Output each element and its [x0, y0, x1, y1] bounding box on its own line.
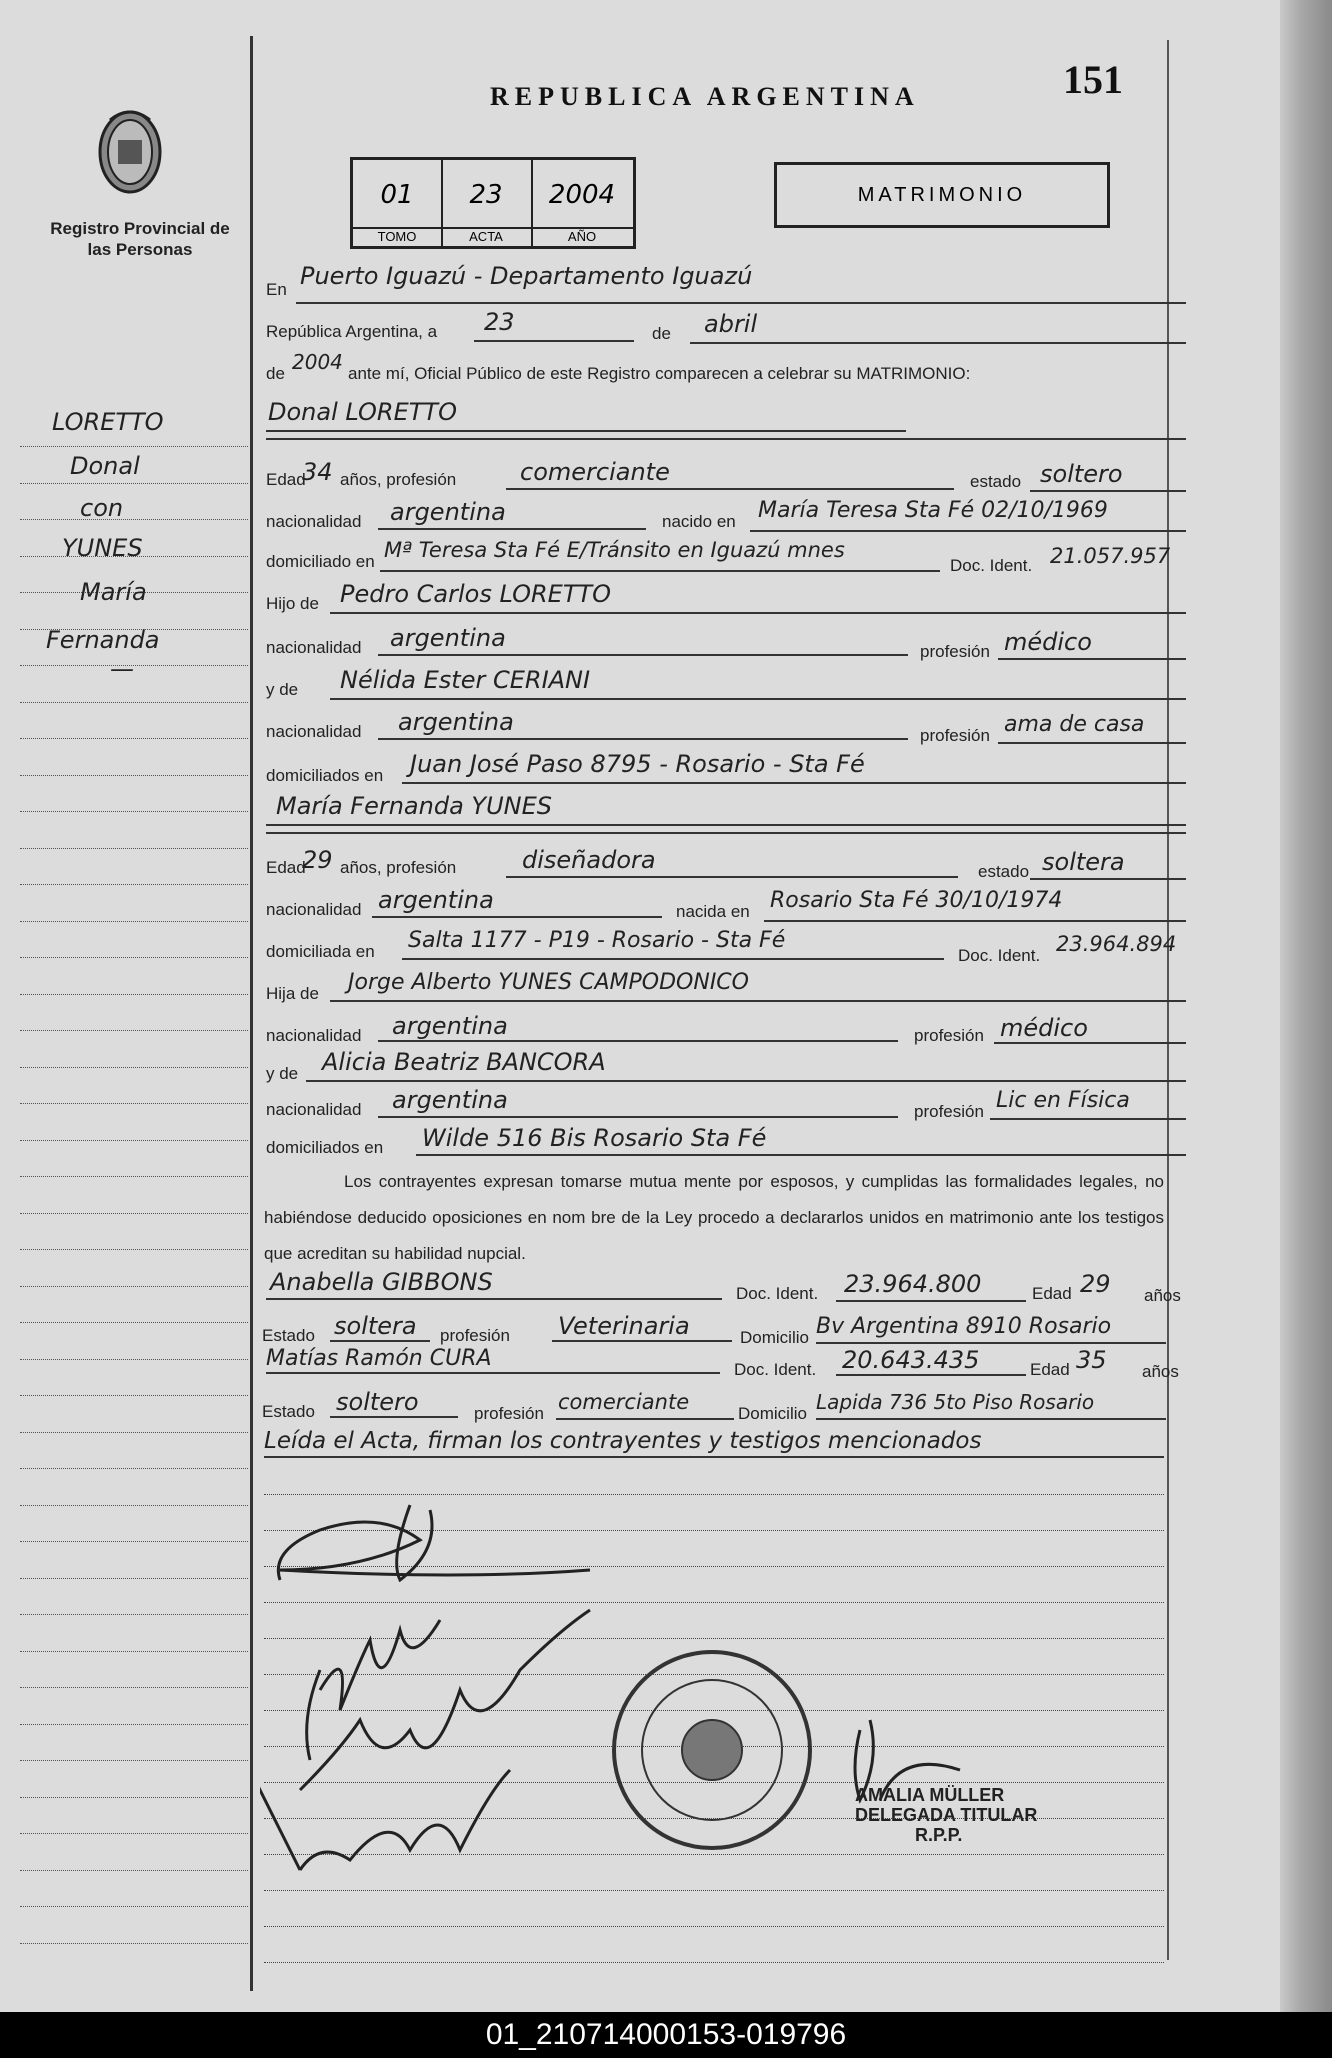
bride-profession: diseñadora	[522, 846, 656, 874]
domicilio-label: Domicilio	[740, 1328, 809, 1347]
margin-rule	[20, 1213, 248, 1214]
margin-rule	[20, 1943, 248, 1944]
margin-rule	[20, 1614, 248, 1615]
field-line	[998, 658, 1186, 660]
signature-rule	[264, 1926, 1164, 1927]
field-line	[416, 1154, 1186, 1156]
hija-label: Hija de	[266, 984, 319, 1003]
margin-rule	[20, 921, 248, 922]
place-value: Puerto Iguazú - Departamento Iguazú	[300, 262, 753, 290]
bride-nationality: argentina	[378, 886, 494, 914]
witness1-doc: 23.964.800	[844, 1270, 982, 1298]
field-line	[380, 570, 940, 572]
anos-label: años	[1144, 1286, 1181, 1305]
margin-rule	[20, 1505, 248, 1506]
bride-parents-domicile: Wilde 516 Bis Rosario Sta Fé	[422, 1124, 767, 1152]
field-line	[378, 1116, 898, 1118]
footer-code: 01_210714000153-019796	[0, 2012, 1332, 2058]
margin-rule	[20, 1833, 248, 1834]
anos-label: años	[1142, 1362, 1179, 1381]
witness1-profession: Veterinaria	[558, 1312, 690, 1340]
edad-label: Edad	[266, 470, 306, 489]
field-line	[378, 1040, 898, 1042]
field-line	[998, 742, 1186, 744]
profesion-label: profesión	[440, 1326, 510, 1345]
domiciliados-label: domiciliados en	[266, 766, 384, 785]
bride-status: soltera	[1042, 848, 1125, 876]
de-label: de	[652, 324, 671, 343]
groom-father-nationality: argentina	[390, 624, 506, 652]
y-de-label: y de	[266, 1064, 299, 1083]
republica-label: República Argentina, a	[266, 322, 438, 341]
margin-rule	[20, 1395, 248, 1396]
official-title: DELEGADA TITULAR	[855, 1805, 1038, 1825]
groom-mother-profession: ama de casa	[1004, 712, 1145, 737]
field-line	[378, 738, 908, 740]
margin-note: YUNES	[62, 534, 143, 562]
field-line	[506, 876, 958, 878]
field-line	[836, 1300, 1026, 1302]
margin-rule	[20, 811, 248, 812]
witness2-status: soltero	[336, 1388, 419, 1416]
field-line	[552, 1340, 732, 1342]
groom-parents-domicile: Juan José Paso 8795 - Rosario - Sta Fé	[410, 750, 865, 778]
margin-rule	[20, 994, 248, 995]
field-line	[750, 530, 1186, 532]
signature-1	[278, 1522, 590, 1580]
field-line	[330, 698, 1186, 700]
field-line	[378, 654, 908, 656]
groom-name: Donal LORETTO	[268, 398, 457, 426]
groom-domicile: Mª Teresa Sta Fé E/Tránsito en Iguazú mnes	[384, 538, 845, 562]
field-line	[556, 1418, 734, 1420]
field-line	[816, 1342, 1166, 1344]
margin-note: María	[80, 578, 147, 606]
groom-doc: 21.057.957	[1050, 544, 1171, 568]
margin-rule	[20, 1103, 248, 1104]
estado-label: Estado	[262, 1402, 315, 1421]
day-value: 23	[484, 308, 515, 336]
acta-cell	[441, 160, 533, 246]
margin-note: Donal	[70, 452, 140, 480]
domicilio-label: Domicilio	[738, 1404, 807, 1423]
registration-box	[350, 157, 636, 249]
margin-rule	[20, 665, 248, 666]
field-line	[990, 1118, 1186, 1120]
declaration-text: Los contrayentes expresan tomarse mutua mente por esposos, y cumplidas las formalidades legales, no habiéndose deducido oposiciones en nom bre de la Ley procedo a declararlos unidos en matrimonio ante los testigos que acreditan su habilidad nupcial.	[264, 1172, 1164, 1263]
nacionalidad-label: nacionalidad	[266, 638, 362, 657]
section-rule	[266, 832, 1186, 834]
official-name: AMALIA MÜLLER	[855, 1785, 1005, 1805]
field-line	[330, 1000, 1186, 1002]
groom-mother-nationality: argentina	[398, 708, 514, 736]
anos-profesion-label: años, profesión	[340, 858, 457, 877]
acta-value: 23	[469, 180, 503, 210]
official-stamp	[855, 1785, 1037, 1845]
margin-rule	[20, 1468, 248, 1469]
bride-birth: Rosario Sta Fé 30/10/1974	[770, 888, 1063, 913]
margin-rule	[20, 702, 248, 703]
margin-rule	[20, 1578, 248, 1579]
book-edge	[1280, 0, 1332, 2012]
field-line	[266, 1372, 720, 1374]
field-line	[264, 1456, 1164, 1458]
margin-rule	[20, 446, 248, 447]
field-line	[1030, 878, 1186, 880]
y-de-label: y de	[266, 680, 299, 699]
margin-rule	[20, 1797, 248, 1798]
margin-rule	[20, 519, 248, 520]
margin-rule	[20, 1870, 248, 1871]
provincial-emblem-icon	[90, 100, 170, 200]
nacionalidad-label: nacionalidad	[266, 722, 362, 741]
hijo-label: Hijo de	[266, 594, 319, 613]
field-line	[506, 488, 954, 490]
groom-nationality: argentina	[390, 498, 506, 526]
nacido-label: nacido en	[662, 512, 736, 531]
groom-mother: Nélida Ester CERIANI	[340, 666, 591, 694]
margin-rule	[20, 957, 248, 958]
profesion-label: profesión	[914, 1026, 984, 1045]
witness1-name: Anabella GIBBONS	[270, 1268, 493, 1296]
field-line	[330, 612, 1186, 614]
margin-rule	[20, 1541, 248, 1542]
field-line	[474, 340, 634, 342]
witness1-status: soltera	[334, 1312, 417, 1340]
nacionalidad-label: nacionalidad	[266, 512, 362, 531]
column-divider	[250, 36, 253, 1991]
statement-text: ante mí, Oficial Público de este Registro comparecen a celebrar su MATRIMONIO:	[348, 364, 971, 383]
signature-3	[307, 1620, 440, 1760]
tomo-value: 01	[380, 180, 414, 210]
year-prefix: de	[266, 364, 285, 383]
margin-note: —	[110, 655, 134, 683]
en-label: En	[266, 280, 287, 299]
margin-rule	[20, 1286, 248, 1287]
domiciliado-label: domiciliado en	[266, 552, 375, 571]
margin-rule	[20, 1760, 248, 1761]
edad-label: Edad	[266, 858, 306, 877]
margin-rule	[20, 1432, 248, 1433]
bride-doc: 23.964.894	[1056, 932, 1177, 956]
margin-rule	[20, 1176, 248, 1177]
bride-name: María Fernanda YUNES	[276, 792, 552, 820]
witness2-doc: 20.643.435	[842, 1346, 980, 1374]
edad-label: Edad	[1032, 1284, 1072, 1303]
margin-rule	[20, 1067, 248, 1068]
ano-value: 2004	[548, 180, 616, 210]
office-code: R.P.P.	[915, 1825, 963, 1845]
witness2-age: 35	[1076, 1346, 1107, 1374]
bride-father: Jorge Alberto YUNES CAMPODONICO	[348, 970, 749, 995]
domiciliada-label: domiciliada en	[266, 942, 375, 961]
ano-label: AÑO	[531, 227, 633, 244]
field-line	[1030, 490, 1186, 492]
field-line	[402, 958, 944, 960]
field-line	[378, 528, 646, 530]
estado-label: estado	[978, 862, 1030, 881]
profesion-label: profesión	[474, 1404, 544, 1423]
field-line	[372, 916, 662, 918]
tomo-cell	[353, 160, 443, 246]
margin-rule	[20, 1249, 248, 1250]
margin-rule	[20, 1724, 248, 1725]
official-seal-icon	[610, 1645, 815, 1855]
bride-age: 29	[302, 846, 333, 874]
witness2-domicile: Lapida 736 5to Piso Rosario	[816, 1390, 1095, 1414]
field-line	[306, 1080, 1186, 1082]
estado-label: Estado	[262, 1326, 315, 1345]
groom-profession: comerciante	[520, 458, 670, 486]
groom-birth: María Teresa Sta Fé 02/10/1969	[758, 498, 1108, 523]
tomo-label: TOMO	[353, 227, 441, 244]
field-line	[816, 1418, 1166, 1420]
bride-domicile: Salta 1177 - P19 - Rosario - Sta Fé	[408, 928, 786, 953]
year-value: 2004	[292, 350, 343, 374]
witness2-profession: comerciante	[558, 1390, 690, 1414]
estado-label: estado	[970, 472, 1022, 491]
registry-name: Registro Provincial de las Personas	[50, 219, 230, 259]
field-line	[330, 1416, 458, 1418]
margin-rule	[20, 1687, 248, 1688]
field-line	[330, 1340, 430, 1342]
ano-cell	[531, 160, 633, 246]
margin-rule	[20, 848, 248, 849]
month-value: abril	[704, 310, 758, 338]
acta-label: ACTA	[441, 227, 531, 244]
margin-rule	[20, 738, 248, 739]
bride-mother: Alicia Beatriz BANCORA	[322, 1048, 606, 1076]
margin-note: Fernanda	[46, 626, 160, 654]
edad-label: Edad	[1030, 1360, 1070, 1379]
signature-5	[260, 1770, 510, 1870]
profesion-label: profesión	[920, 642, 990, 661]
margin-rule	[20, 1030, 248, 1031]
witness1-age: 29	[1080, 1270, 1111, 1298]
margin-rule	[20, 884, 248, 885]
field-line	[266, 1298, 722, 1300]
profesion-label: profesión	[914, 1102, 984, 1121]
margin-rule	[20, 775, 248, 776]
field-line	[296, 302, 1186, 304]
bride-mother-nationality: argentina	[392, 1086, 508, 1114]
bride-father-profession: médico	[1000, 1014, 1088, 1042]
field-line	[994, 1042, 1186, 1044]
margin-rule	[20, 1140, 248, 1141]
margin-note: con	[80, 494, 124, 522]
field-line	[266, 824, 1186, 826]
nacida-label: nacida en	[676, 902, 750, 921]
bride-father-nationality: argentina	[392, 1012, 508, 1040]
field-line	[764, 920, 1186, 922]
groom-age: 34	[302, 458, 333, 486]
margin-rule	[20, 1359, 248, 1360]
signature-rule	[264, 1962, 1164, 1963]
groom-father-profession: médico	[1004, 628, 1092, 656]
witness2-name: Matías Ramón CURA	[266, 1346, 492, 1371]
doc-ident-label: Doc. Ident.	[736, 1284, 819, 1303]
doc-ident-label: Doc. Ident.	[958, 946, 1041, 965]
republic-title: REPUBLICA ARGENTINA	[490, 82, 920, 111]
section-rule	[266, 438, 1186, 440]
margin-rule	[20, 1322, 248, 1323]
profesion-label: profesión	[920, 726, 990, 745]
document-type: MATRIMONIO	[774, 162, 1110, 228]
margin-rule	[20, 1906, 248, 1907]
field-line	[266, 430, 906, 432]
groom-status: soltero	[1040, 460, 1123, 488]
doc-ident-label: Doc. Ident.	[950, 556, 1033, 575]
nacionalidad-label: nacionalidad	[266, 1100, 362, 1119]
witness1-domicile: Bv Argentina 8910 Rosario	[816, 1314, 1112, 1339]
closing-note: Leída el Acta, firman los contrayentes y testigos mencionados	[264, 1428, 982, 1454]
domiciliados-label: domiciliados en	[266, 1138, 384, 1157]
groom-father: Pedro Carlos LORETTO	[340, 580, 612, 608]
field-line	[402, 782, 1186, 784]
anos-profesion-label: años, profesión	[340, 470, 457, 489]
margin-rule	[20, 1651, 248, 1652]
nacionalidad-label: nacionalidad	[266, 1026, 362, 1045]
bride-mother-profession: Lic en Física	[996, 1088, 1130, 1113]
margin-rule	[20, 483, 248, 484]
nacionalidad-label: nacionalidad	[266, 900, 362, 919]
field-line	[690, 342, 1186, 344]
doc-ident-label: Doc. Ident.	[734, 1360, 817, 1379]
margin-note: LORETTO	[52, 408, 164, 436]
field-line	[836, 1374, 1026, 1376]
page-number: 151	[1063, 57, 1123, 102]
